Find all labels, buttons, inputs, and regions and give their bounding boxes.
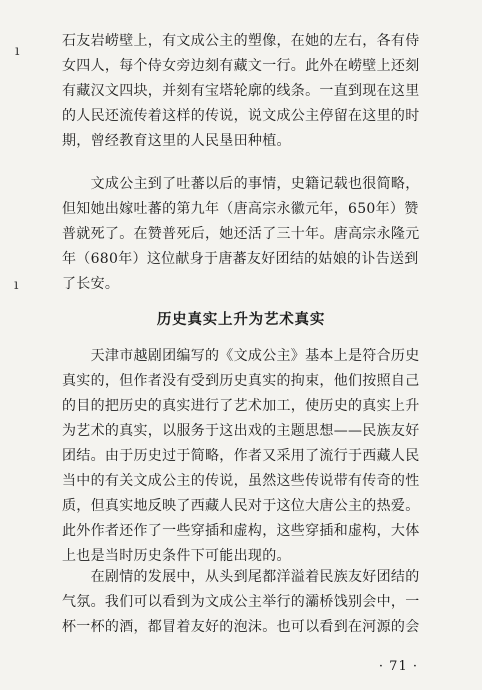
text-line: 真实的，但作者没有受到历史真实的拘束，他们按照自己 (62, 373, 420, 389)
text-line: 天津市越剧团编写的《文成公主》基本上是符合历史 (62, 348, 420, 364)
paragraph-1 (62, 29, 434, 154)
text-line: 当中的有关文成公主的传说，虽然这些传说带有传奇的性 (62, 473, 420, 489)
text-line: 文成公主到了吐蕃以后的事情，史籍记载也很简略， (62, 176, 420, 192)
text-line: 在剧情的发展中，从头到尾都洋溢着民族友好团结的 (62, 569, 420, 585)
text-line: 但知她出嫁吐蕃的第九年（唐高宗永徽元年，650年）赞 (62, 201, 419, 217)
text-line: 气氛。我们可以看到为文成公主举行的灞桥饯别会中，一 (62, 594, 420, 610)
margin-tick-mark: ı (15, 43, 20, 59)
page-number: · 71 · (378, 659, 418, 674)
paragraph-3 (62, 344, 434, 569)
text-line: 女四人，每个侍女旁边刻有藏文一行。此外在崂壁上还刻 (62, 58, 420, 74)
text-line: 质，但真实地反映了西藏人民对于这位大唐公主的热爱。 (62, 498, 420, 514)
text-line: 了长安。 (62, 276, 120, 292)
text-line: 上也是当时历史条件下可能出现的。 (62, 548, 291, 564)
text-line: 有藏汉文四块，并刻有宝塔轮廓的线条。一直到现在这里 (62, 83, 420, 99)
text-line: 团结。由于历史过于简略，作者又采用了流行于西藏人民 (62, 448, 420, 464)
section-heading: 历史真实上升为艺术真实 (156, 312, 326, 328)
text-line: 期，曾经教育这里的人民垦田种植。 (62, 133, 291, 149)
text-line: 的人民还流传着这样的传说，说文成公主停留在这里的时 (62, 108, 420, 124)
text-line: 普就死了。在赞普死后，她还活了三十年。唐高宗永隆元 (62, 226, 420, 242)
text-line: 此外作者还作了一些穿插和虚构，这些穿插和虚构，大体 (62, 523, 420, 539)
text-line: 杯一杯的酒，都冒着友好的泡沫。也可以看到在河源的会 (62, 619, 420, 635)
text-line: 的目的把历史的真实进行了艺术加工，使历史的真实上升 (62, 398, 420, 414)
text-line: 石友岩崂壁上，有文成公主的塑像，在她的左右，各有侍 (62, 33, 420, 49)
paragraph-4 (62, 565, 434, 640)
paragraph-2 (62, 172, 434, 297)
text-line: 年（680年）这位献身于唐蕃友好团结的姑娘的讣告送到 (62, 251, 419, 267)
text-line: 为艺术的真实，以服务于这出戏的主题思想——民族友好 (62, 423, 420, 439)
margin-tick-mark: ı (14, 277, 19, 293)
